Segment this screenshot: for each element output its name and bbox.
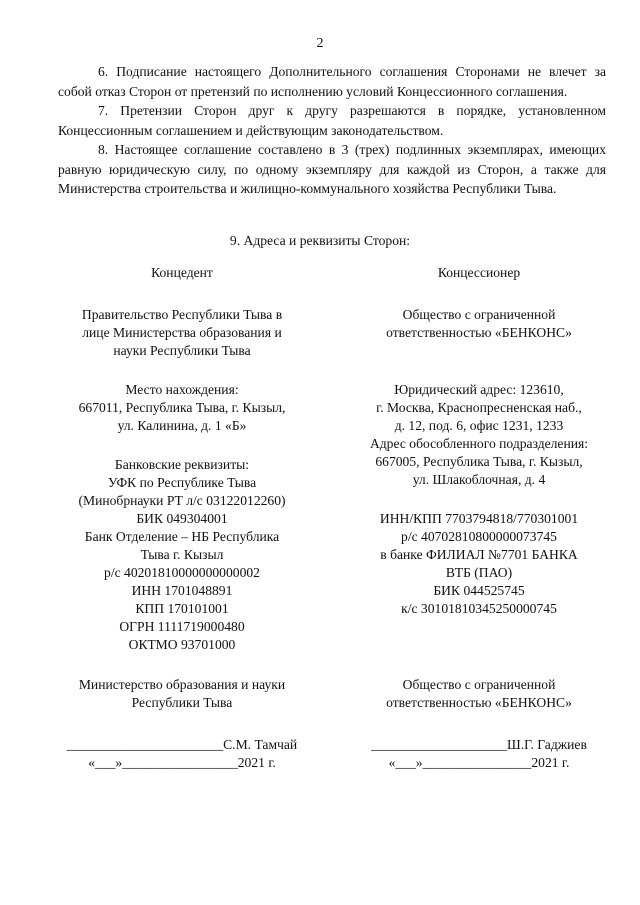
- concessionaire-heading: Концессионер: [437, 265, 521, 280]
- paragraph-6: 6. Подписание настоящего Дополнительного соглашения Сторонами не влечет за собой отказ Сторон от претензий по исполнению условий Концессионного соглашения.: [58, 64, 606, 99]
- concessionaire-date-line: «___»________________2021 г.: [388, 755, 570, 770]
- concessionaire-column: [345, 264, 613, 772]
- concessionaire-signature-line: ____________________Ш.Г. Гаджиев: [371, 737, 587, 752]
- concessionaire-bank-details: ИНН/КПП 7703794818/770301001 р/с 40702810800000073745 в банке ФИЛИАЛ №7701 БАНКА ВТБ (ПАО) БИК 044525745 к/с 30101810345250000745: [379, 511, 579, 616]
- concedent-signature-line: _______________________С.М. Тамчай: [66, 737, 298, 752]
- concessionaire-signature-block: [345, 736, 613, 772]
- paragraph-8: 8. Настоящее соглашение составлено в 3 (трех) подлинных экземплярах, имеющих равную юридическую силу, по одному экземпляру для каждой из Сторон, а также для Министерства строительства и жилищно-коммунального хозяйства Республики Тыва.: [58, 142, 606, 196]
- concedent-column: [57, 264, 307, 772]
- body-text: [58, 62, 606, 199]
- concedent-date-line: «___»_________________2021 г.: [88, 755, 276, 770]
- concedent-heading: Концедент: [151, 265, 213, 280]
- concessionaire-address: Юридический адрес: 123610, г. Москва, Краснопресненская наб., д. 12, под. 6, офис 1231, 1233 Адрес обособленного подразделения: 667005, Республика Тыва, г. Кызыл, ул. Шлакоблочная, д. 4: [369, 382, 589, 487]
- page-number: 2: [316, 36, 324, 51]
- concedent-signatory: Министерство образования и науки Республики Тыва: [78, 677, 286, 710]
- paragraph-7: 7. Претензии Сторон друг к другу разрешаются в порядке, установленном Концессионным соглашением и действующим законодательством.: [58, 103, 606, 138]
- concedent-address: Место нахождения: 667011, Республика Тыва, г. Кызыл, ул. Калинина, д. 1 «Б»: [78, 382, 286, 433]
- concedent-org: Правительство Республики Тыва в лице Министерства образования и науки Республики Тыва: [81, 307, 283, 358]
- concessionaire-org: Общество с ограниченной ответственностью «БЕНКОНС»: [386, 307, 572, 340]
- concessionaire-signatory: Общество с ограниченной ответственностью «БЕНКОНС»: [386, 677, 572, 710]
- section-title: 9. Адреса и реквизиты Сторон:: [229, 233, 411, 248]
- concedent-signature-block: [57, 736, 307, 772]
- concedent-bank-details: Банковские реквизиты: УФК по Республике Тыва (Минобрнауки РТ л/с 03122012260) БИК 049304001 Банк Отделение – НБ Республика Тыва г. Кызыл р/с 40201810000000000002 ИНН 1701048891 КПП 170101001 ОГРН 1111719000480 ОКТМО 93701000: [78, 457, 286, 652]
